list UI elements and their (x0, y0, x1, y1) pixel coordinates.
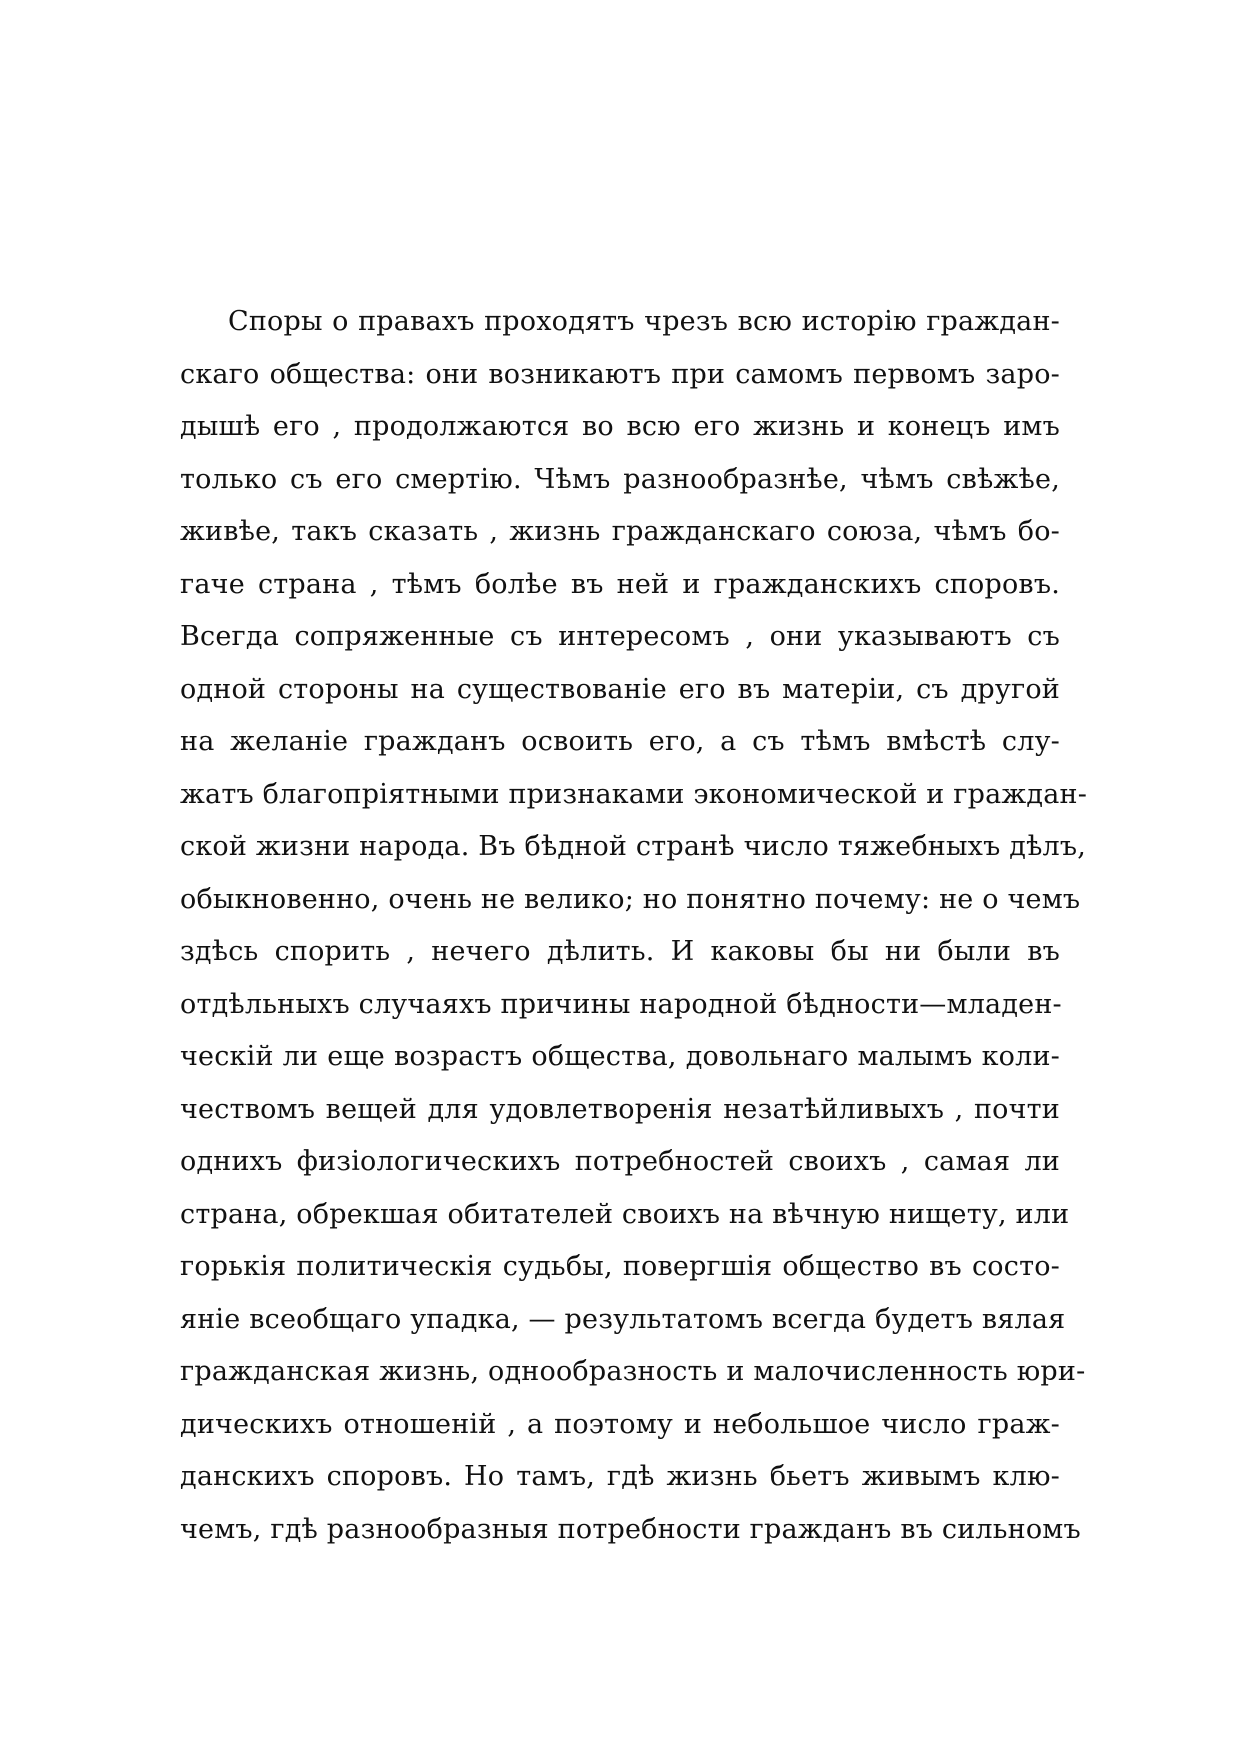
text-line: яніе всеобщаго упадка, — результатомъ всегда будетъ вялая (180, 1303, 1066, 1335)
text-line: на желаніе гражданъ освоить его, а съ тѣмъ вмѣстѣ слу- (180, 726, 1060, 757)
text-line: Споры о правахъ проходятъ чрезъ всю исторію граждан- (228, 306, 1060, 337)
text-line: Всегда сопряженные съ интересомъ , они указываютъ съ (180, 621, 1060, 652)
text-line: обыкновенно, очень не велико; но понятно почему: не о чемъ (180, 883, 1081, 915)
text-line: гражданская жизнь, однообразность и малочисленность юри- (180, 1356, 1086, 1387)
text-line: здѣсь спорить , нечего дѣлить. И каковы бы ни были въ (180, 936, 1060, 967)
text-line: горькія политическія судьбы, повергшія общество въ состо- (180, 1251, 1060, 1282)
text-line: отдѣльныхъ случаяхъ причины народной бѣдности—младен- (180, 988, 1062, 1020)
text-line: скаго общества: они возникаютъ при самомъ первомъ заро- (180, 358, 1060, 390)
text-line: только съ его смертію. Чѣмъ разнообразнѣе, чѣмъ свѣжѣе, (180, 463, 1060, 495)
text-line: данскихъ споровъ. Но тамъ, гдѣ жизнь бьетъ живымъ клю- (180, 1461, 1060, 1492)
text-line: чемъ, гдѣ разнообразныя потребности гражданъ въ сильномъ (180, 1513, 1081, 1545)
body-text (180, 296, 1088, 1556)
text-line: чествомъ вещей для удовлетворенія незатѣйливыхъ , почти (180, 1093, 1060, 1125)
text-line: однихъ физіологическихъ потребностей своихъ , самая ли (180, 1146, 1060, 1177)
text-line: ской жизни народа. Въ бѣдной странѣ число тяжебныхъ дѣлъ, (180, 831, 1087, 862)
text-line: жатъ благопріятными признаками экономической и граждан- (180, 778, 1088, 810)
text-line: живѣе, такъ сказать , жизнь гражданскаго союза, чѣмъ бо- (180, 516, 1060, 547)
text-line: одной стороны на существованіе его въ матеріи, съ другой (180, 673, 1060, 705)
text-line: ческій ли еще возрастъ общества, довольнаго малымъ коли- (180, 1041, 1060, 1072)
text-line: гаче страна , тѣмъ болѣе въ ней и гражданскихъ споровъ. (180, 568, 1060, 600)
text-line: страна, обрекшая обитателей своихъ на вѣчную нищету, или (180, 1198, 1070, 1230)
text-line: дышѣ его , продолжаются во всю его жизнь и конецъ имъ (180, 411, 1060, 442)
text-line: дическихъ отношеній , а поэтому и небольшое число граж- (180, 1408, 1060, 1440)
